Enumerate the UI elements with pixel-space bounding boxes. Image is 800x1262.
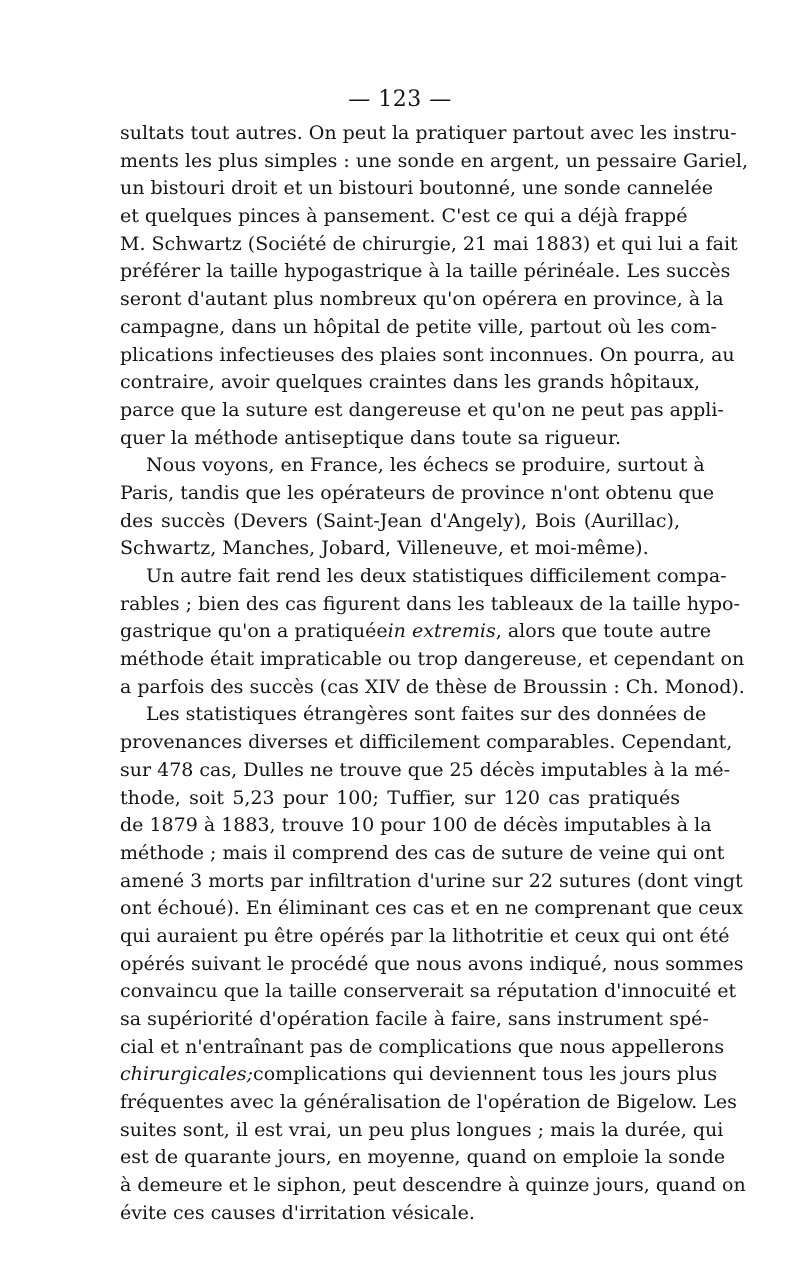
text-line bbox=[120, 1061, 718, 1089]
text-line bbox=[120, 618, 711, 646]
page-number: — 123 — bbox=[348, 87, 452, 112]
text-line: M. Schwartz (Société de chirurgie, 21 mai 1883) et qui lui a fait bbox=[120, 232, 738, 255]
text-line: Nous voyons, en France, les échecs se produire, surtout à bbox=[146, 454, 705, 477]
text-line: méthode ; mais il comprend des cas de suture de veine qui ont bbox=[120, 841, 725, 864]
text-line: sultats tout autres. On peut la pratiquer partout avec les instru- bbox=[120, 122, 737, 144]
text-line: ont échoué). En éliminant ces cas et en ne comprenant que ceux bbox=[120, 897, 743, 920]
text-segment-italic: chirurgicales; bbox=[120, 1063, 254, 1086]
text-segment-italic: in extremis bbox=[387, 620, 496, 643]
text-line: à demeure et le siphon, peut descendre à quinze jours, quand on bbox=[120, 1174, 746, 1197]
text-line: est de quarante jours, en moyenne, quand on emploie la sonde bbox=[120, 1146, 726, 1169]
text-line: parce que la suture est dangereuse et qu'on ne peut pas appli- bbox=[120, 398, 724, 421]
text-line: Un autre fait rend les deux statistiques difficilement compa- bbox=[146, 565, 727, 587]
text-line: évite ces causes d'irritation vésicale. bbox=[120, 1201, 475, 1224]
text-segment: complications qui deviennent tous les jours plus bbox=[253, 1063, 718, 1086]
text-line: contraire, avoir quelques craintes dans les grands hôpitaux, bbox=[120, 371, 700, 394]
text-line: campagne, dans un hôpital de petite ville, partout où les com- bbox=[120, 315, 717, 338]
text-line: a parfois des succès (cas XIV de thèse de Broussin : Ch. Monod). bbox=[120, 675, 745, 698]
text-line: Les statistiques étrangères sont faites sur des données de bbox=[146, 703, 707, 726]
text-line: suites sont, il est vrai, un peu plus longues ; mais la durée, qui bbox=[120, 1118, 724, 1141]
text-segment: gastrique qu'on a pratiquée bbox=[120, 620, 388, 643]
text-line: cial et n'entraînant pas de complications que nous appellerons bbox=[120, 1035, 725, 1058]
text-line: Schwartz, Manches, Jobard, Villeneuve, et moi-même). bbox=[120, 537, 649, 560]
text-line: opérés suivant le procédé que nous avons indiqué, nous sommes bbox=[120, 952, 744, 975]
text-line: sa supériorité d'opération facile à faire, sans instrument spé- bbox=[120, 1008, 709, 1030]
text-line: seront d'autant plus nombreux qu'on opérera en province, à la bbox=[120, 288, 724, 311]
text-line: préférer la taille hypogastrique à la taille périnéale. Les succès bbox=[120, 260, 731, 283]
text-line: thode, soit 5,23 pour 100; Tuffier, sur 120 cas pratiqués bbox=[120, 786, 680, 809]
text-line: amené 3 morts par infiltration d'urine sur 22 sutures (dont vingt bbox=[120, 869, 743, 892]
text-line: rables ; bien des cas figurent dans les tableaux de la taille hypo- bbox=[120, 592, 740, 615]
text-line: de 1879 à 1883, trouve 10 pour 100 de décès imputables à la bbox=[120, 814, 712, 837]
body-text bbox=[120, 120, 748, 1228]
text-line: Paris, tandis que les opérateurs de province n'ont obtenu que bbox=[120, 481, 715, 504]
text-line: méthode était impraticable ou trop dangereuse, et cependant on bbox=[120, 648, 745, 671]
text-line: convaincu que la taille conserverait sa réputation d'innocuité et bbox=[120, 980, 737, 1003]
text-line: et quelques pinces à pansement. C'est ce qui a déjà frappé bbox=[120, 205, 688, 228]
text-line: provenances diverses et difficilement comparables. Cependant, bbox=[120, 731, 733, 754]
text-line: ments les plus simples : une sonde en argent, un pessaire Gariel, bbox=[120, 149, 748, 172]
text-line: quer la méthode antiseptique dans toute sa rigueur. bbox=[120, 426, 621, 449]
text-segment: , alors que toute autre bbox=[495, 620, 711, 643]
text-line: qui auraient pu être opérés par la lithotritie et ceux qui ont été bbox=[120, 924, 730, 947]
text-line: sur 478 cas, Dulles ne trouve que 25 décès imputables à la mé- bbox=[120, 758, 731, 781]
text-line: des succès (Devers (Saint-Jean d'Angely), Bois (Aurillac), bbox=[120, 509, 680, 532]
text-line: fréquentes avec la généralisation de l'opération de Bigelow. Les bbox=[120, 1091, 737, 1114]
text-line: plications infectieuses des plaies sont inconnues. On pourra, au bbox=[120, 343, 735, 366]
text-line: un bistouri droit et un bistouri boutonné, une sonde cannelée bbox=[120, 177, 713, 200]
